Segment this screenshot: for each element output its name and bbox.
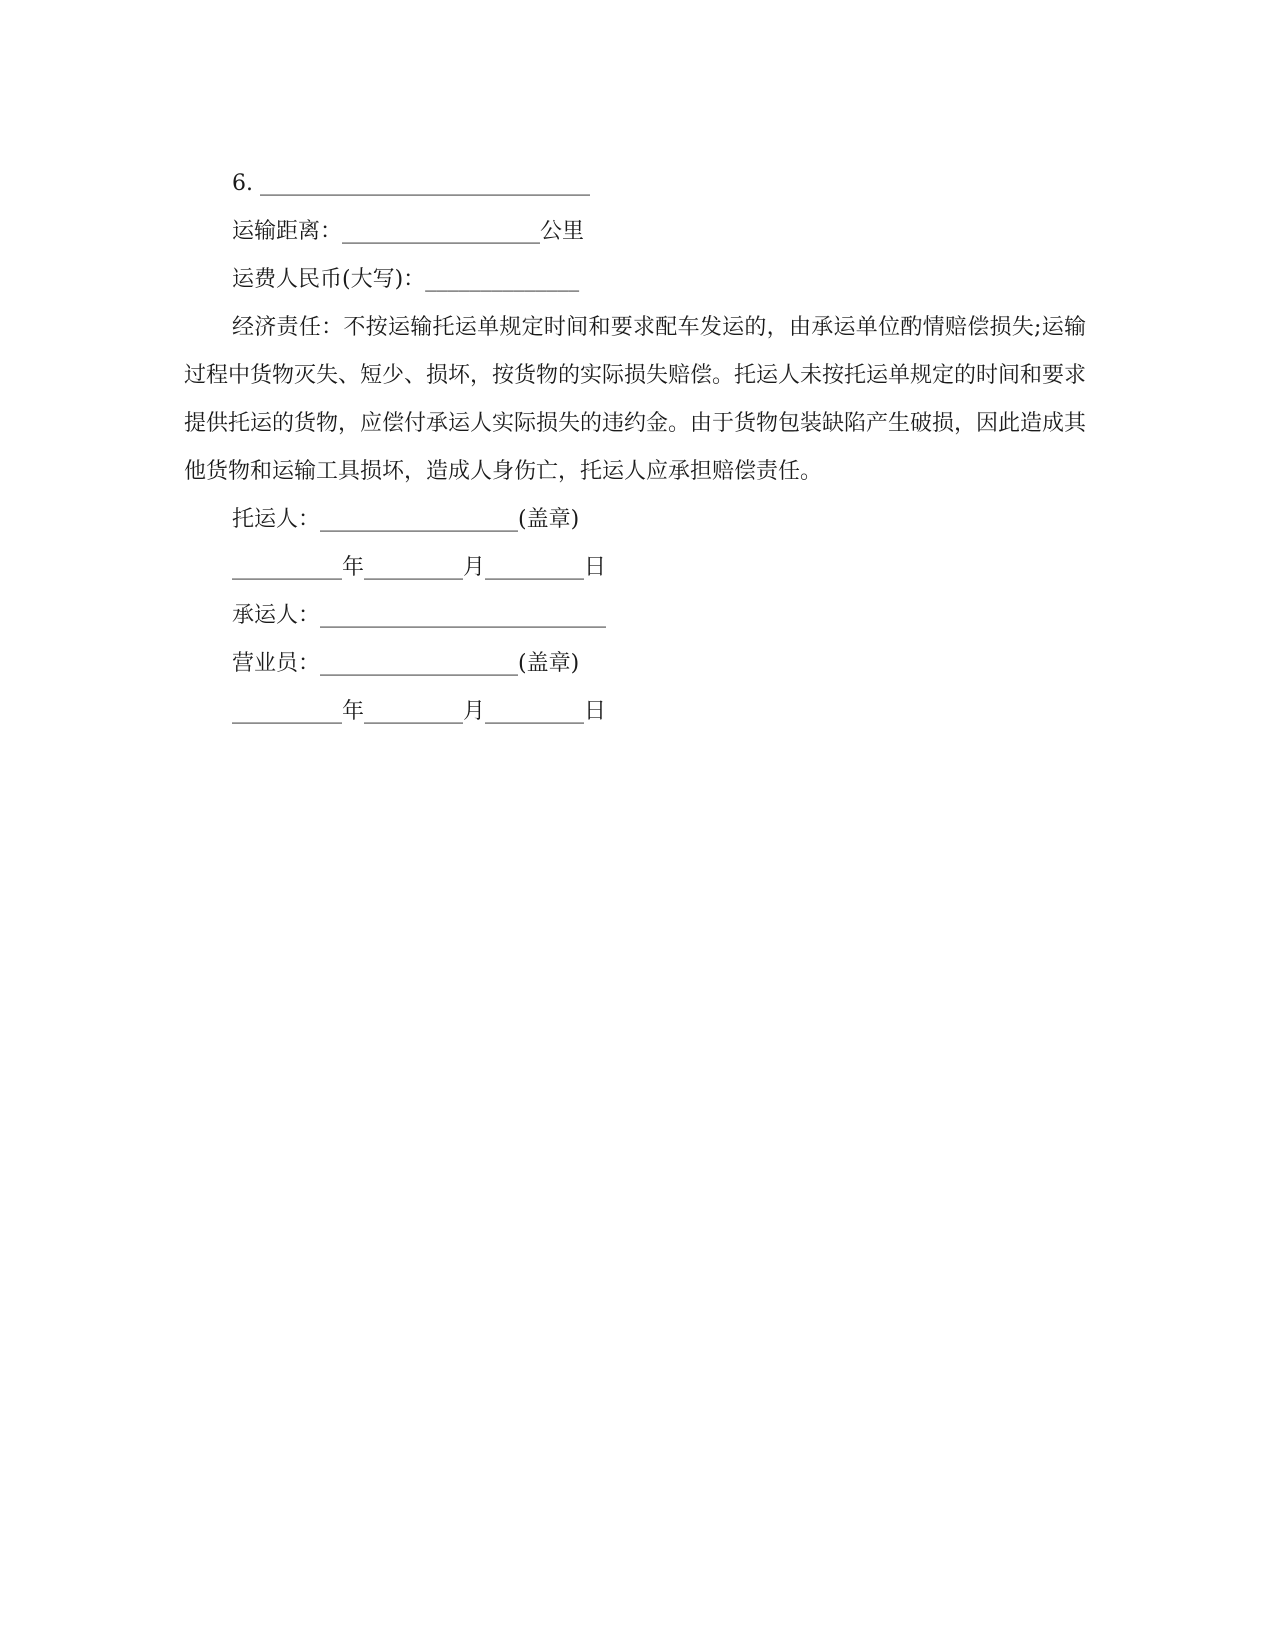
shipper-signature-line: 托运人：__________________(盖章) [232, 507, 580, 532]
item-6-line: 6. ______________________________ [232, 171, 590, 196]
document-body [184, 160, 1086, 736]
transport-distance-line: 运输距离：__________________公里 [232, 219, 585, 244]
shipper-date-line: __________年_________月_________日 [232, 555, 607, 580]
economic-liability-paragraph: 经济责任：不按运输托运单规定时间和要求配车发运的，由承运单位酌情赔偿损失;运输过程中货物灭失、短少、损坏，按货物的实际损失赔偿。托运人未按托运单规定的时间和要求提供托运的货物，应偿付承运人实际损失的违约金。由于货物包装缺陷产生破损，因此造成其他货物和运输工具损坏，造成人身伤亡，托运人应承担赔偿责任。 [184, 315, 1087, 484]
clerk-signature-line: 营业员：__________________(盖章) [232, 651, 580, 676]
freight-amount-line: 运费人民币(大写)：______________ [232, 267, 580, 292]
carrier-line: 承运人：__________________________ [232, 603, 607, 628]
clerk-date-line: __________年_________月_________日 [232, 699, 607, 724]
